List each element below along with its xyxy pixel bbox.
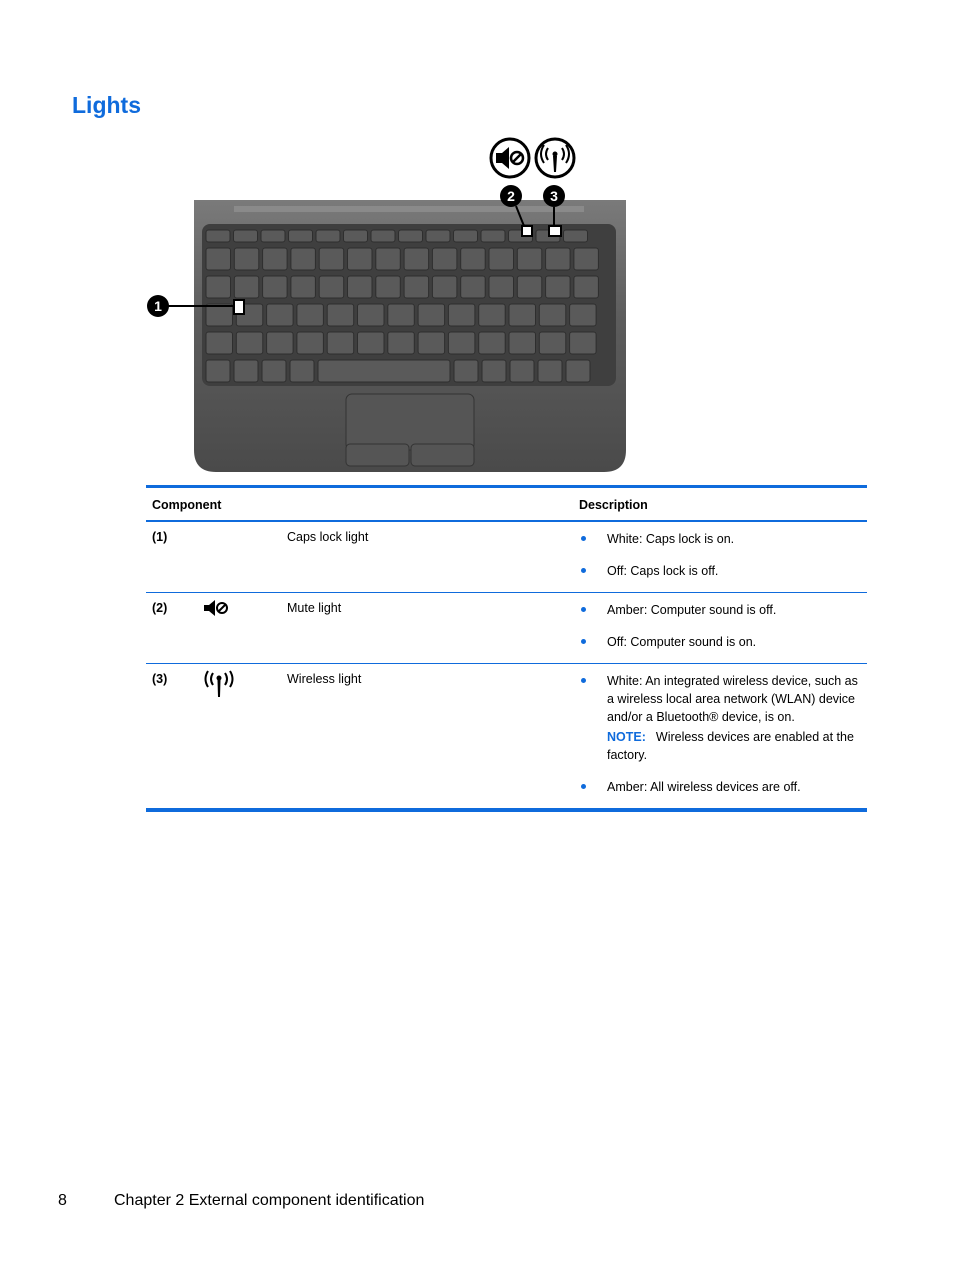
- keyboard-key: [448, 304, 475, 326]
- keyboard-key: [432, 248, 457, 270]
- description-bullet: White: An integrated wireless device, such as a wireless local area network (WLAN) device and/or a Bluetooth® device, is on.: [579, 672, 861, 726]
- row-icon-cell: [196, 593, 281, 664]
- description-bullet: Off: Computer sound is on.: [579, 633, 861, 651]
- keyboard-key: [517, 276, 542, 298]
- mute-icon: [491, 139, 529, 177]
- keyboard-key: [418, 304, 445, 326]
- keyboard-key: [263, 276, 288, 298]
- keyboard-key: [481, 230, 505, 242]
- keyboard-key: [539, 304, 566, 326]
- keyboard-key: [566, 360, 590, 382]
- mute-light-marker: [522, 226, 532, 236]
- note: [579, 728, 861, 764]
- keyboard-key: [546, 248, 571, 270]
- keyboard-key: [454, 360, 478, 382]
- keyboard-key: [510, 360, 534, 382]
- component-table: [146, 485, 867, 812]
- keyboard-key: [261, 230, 285, 242]
- header-component: Component: [146, 487, 573, 522]
- keyboard-key: [327, 304, 354, 326]
- keyboard-key: [574, 276, 599, 298]
- row-description: [573, 521, 867, 593]
- keyboard-key: [432, 276, 457, 298]
- keyboard-key: [206, 360, 230, 382]
- keyboard-key: [348, 276, 373, 298]
- keyboard-key: [489, 248, 514, 270]
- note-text: Wireless devices are enabled at the factory.: [607, 730, 854, 762]
- keyboard-key: [291, 248, 316, 270]
- keyboard-key: [297, 332, 324, 354]
- hinge: [234, 206, 584, 212]
- keyboard-key: [418, 332, 445, 354]
- page-number: 8: [58, 1192, 67, 1209]
- table-header-row: [146, 487, 867, 522]
- keyboard-key: [316, 230, 340, 242]
- description-bullet: Off: Caps lock is off.: [579, 562, 861, 580]
- keyboard-key: [570, 304, 597, 326]
- table-row: [146, 593, 867, 664]
- keyboard-key: [267, 332, 294, 354]
- keyboard-key: [376, 276, 401, 298]
- keyboard-key: [358, 304, 385, 326]
- callout-1-label: 1: [154, 298, 162, 314]
- keyboard-key: [509, 304, 536, 326]
- mute-icon: [202, 599, 230, 617]
- keyboard-illustration: [140, 132, 640, 477]
- header-description: Description: [573, 487, 867, 522]
- keyboard-key: [206, 276, 231, 298]
- keyboard-key: [234, 230, 258, 242]
- keyboard-key: [517, 248, 542, 270]
- row-description: [573, 593, 867, 664]
- wireless-light-marker: [549, 226, 561, 236]
- note-label: NOTE:: [607, 730, 646, 744]
- keyboard-key: [388, 304, 415, 326]
- wireless-icon: [536, 139, 574, 177]
- keyboard-key: [319, 276, 344, 298]
- keyboard-key: [482, 360, 506, 382]
- row-component-name: Wireless light: [287, 672, 362, 686]
- row-description: [573, 664, 867, 811]
- caps-lock-light-marker: [234, 300, 244, 314]
- keyboard-key: [489, 276, 514, 298]
- keyboard-key: [538, 360, 562, 382]
- table-row: [146, 664, 867, 811]
- row-component-name: Mute light: [287, 601, 342, 615]
- keyboard-key: [206, 304, 233, 326]
- keyboard-key: [263, 248, 288, 270]
- keyboard-key: [546, 276, 571, 298]
- keyboard-key: [564, 230, 588, 242]
- keyboard-key: [371, 230, 395, 242]
- keyboard-key: [236, 332, 262, 354]
- keyboard-key: [376, 248, 401, 270]
- keyboard-key: [234, 276, 258, 298]
- keyboard-key: [234, 248, 258, 270]
- row-number: (2): [152, 601, 168, 615]
- keyboard-figure: [140, 132, 640, 477]
- callout-3-label: 3: [550, 188, 558, 204]
- keyboard-key: [297, 304, 324, 326]
- row-component-name: Caps lock light: [287, 530, 369, 544]
- keyboard-key: [290, 360, 314, 382]
- row-number: (1): [152, 530, 168, 544]
- keyboard-key: [206, 230, 230, 242]
- keyboard-key: [289, 230, 313, 242]
- keyboard-key: [539, 332, 566, 354]
- keyboard-key: [479, 304, 506, 326]
- keyboard-key: [327, 332, 354, 354]
- description-bullet: Amber: Computer sound is off.: [579, 601, 861, 619]
- keyboard-key: [574, 248, 599, 270]
- keyboard-key: [388, 332, 415, 354]
- wireless-icon: [202, 670, 236, 698]
- keyboard-key: [348, 248, 373, 270]
- keyboard-key: [234, 360, 258, 382]
- touchpad-right-button: [411, 444, 474, 466]
- description-bullet: White: Caps lock is on.: [579, 530, 861, 548]
- keyboard-key: [448, 332, 475, 354]
- keyboard-key: [404, 248, 429, 270]
- row-number: (3): [152, 672, 168, 686]
- keyboard-key: [399, 230, 423, 242]
- row-icon-cell: [196, 521, 281, 593]
- description-bullet: Amber: All wireless devices are off.: [579, 778, 861, 796]
- keyboard-key: [206, 248, 231, 270]
- table-row: [146, 521, 867, 593]
- keyboard-key: [206, 332, 233, 354]
- keyboard-key: [344, 230, 368, 242]
- page-title: Lights: [72, 92, 141, 118]
- keyboard-key: [454, 230, 478, 242]
- keyboard-key: [267, 304, 294, 326]
- callout-2-label: 2: [507, 188, 515, 204]
- touchpad-left-button: [346, 444, 409, 466]
- keyboard-key: [479, 332, 506, 354]
- keyboard-key: [461, 276, 486, 298]
- keyboard-key: [426, 230, 450, 242]
- keyboard-key: [404, 276, 429, 298]
- keyboard-key: [262, 360, 286, 382]
- keyboard-key: [509, 332, 536, 354]
- touchpad: [346, 394, 474, 450]
- keyboard-key: [291, 276, 316, 298]
- keyboard-key: [461, 248, 486, 270]
- row-icon-cell: [196, 664, 281, 811]
- keyboard-key: [358, 332, 385, 354]
- keyboard-key: [318, 360, 450, 382]
- keyboard-key: [570, 332, 597, 354]
- keyboard-key: [319, 248, 344, 270]
- chapter-title: Chapter 2 External component identification: [114, 1192, 425, 1209]
